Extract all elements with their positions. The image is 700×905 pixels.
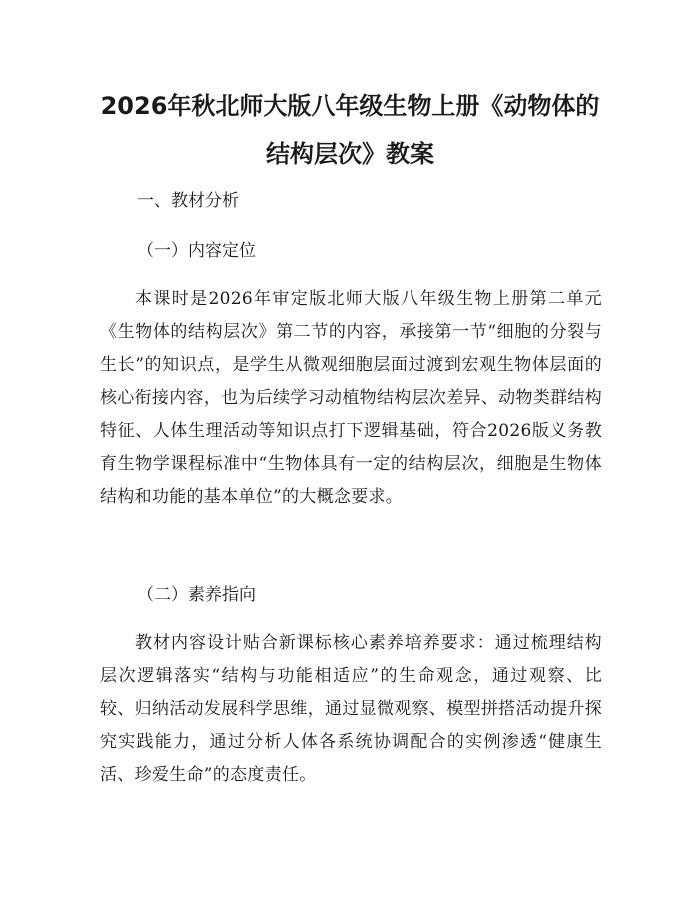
section-heading-textbook-analysis: 一、教材分析 [137, 191, 239, 211]
paragraph-literacy-orientation: 教材内容设计贴合新课标核心素养培养要求：通过梳理结构层次逻辑落实“结构与功能相适应”的生命观念，通过观察、比较、归纳活动发展科学思维，通过显微观察、模型拼搭活动提升探究实践能力，通过分析人体各系统协调配合的实例渗透“健康生活、珍爱生命”的态度责任。 [100, 633, 602, 785]
document-title: 2026年秋北师大版八年级生物上册《动物体的结构层次》教案 [100, 92, 600, 168]
paragraph-content-positioning: 本课时是2026年审定版北师大版八年级生物上册第二单元《生物体的结构层次》第二节的内容，承接第一节“细胞的分裂与生长”的知识点，是学生从微观细胞层面过渡到宏观生物体层面的核心衔接内容，也为后续学习动植物结构层次差异、动物类群结构特征、人体生理活动等知识点打下逻辑基础，符合2026版义务教育生物学课程标准中“生物体具有一定的结构层次，细胞是生物体结构和功能的基本单位”的大概念要求。 [100, 289, 602, 507]
subsection-heading-literacy-orientation: （二）素养指向 [137, 585, 256, 605]
subsection-heading-content-positioning: （一）内容定位 [137, 241, 256, 261]
